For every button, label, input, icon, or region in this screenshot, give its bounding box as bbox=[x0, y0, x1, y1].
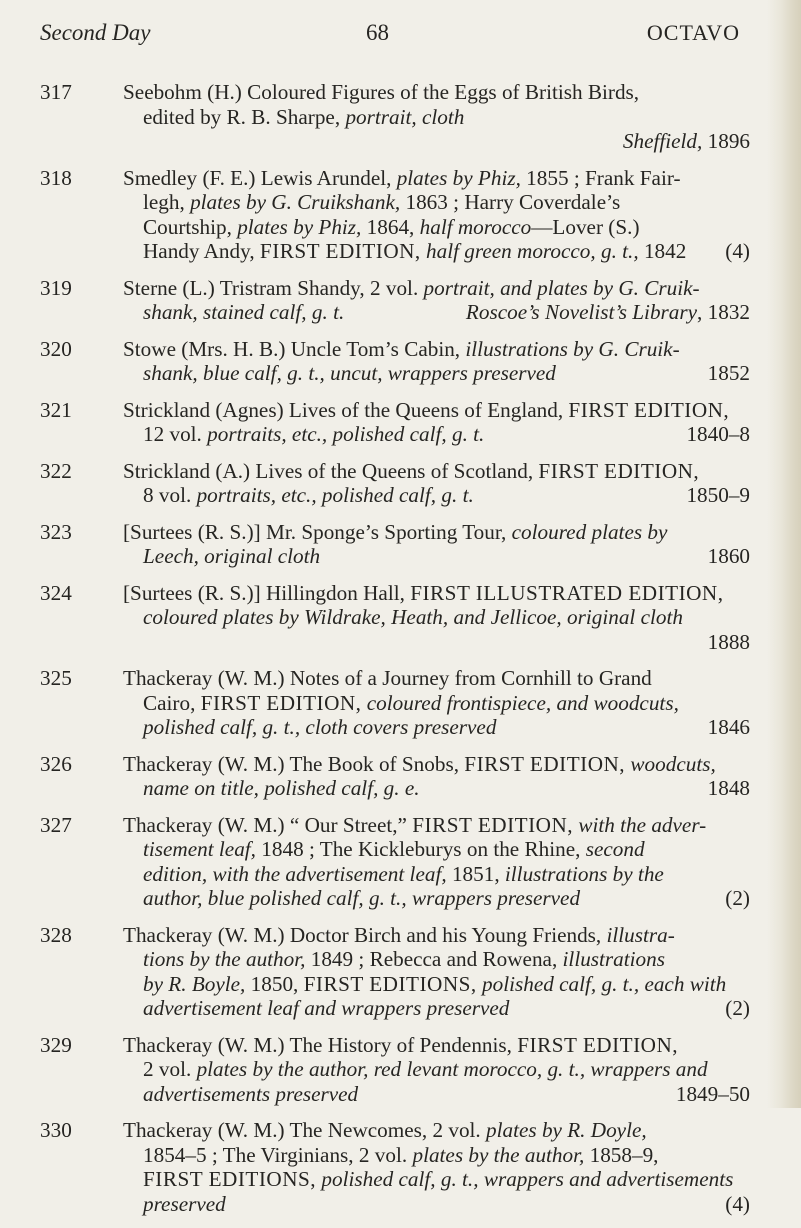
lot-last-line bbox=[123, 776, 750, 801]
lot-text-segment: 1850, bbox=[245, 971, 304, 996]
lot-entry bbox=[40, 813, 750, 911]
lot-text-segment: advertisement leaf and wrappers preserved bbox=[143, 996, 510, 1020]
lot-text-segment: tisement leaf, bbox=[143, 837, 256, 861]
lot-number: 317 bbox=[40, 80, 72, 104]
lot-number: 320 bbox=[40, 336, 72, 361]
lot-line bbox=[123, 923, 750, 948]
lot-description bbox=[123, 459, 750, 508]
lot-text-segment: Seebohm (H.) Coloured Figures of the Eggs of British Birds, bbox=[123, 80, 640, 104]
lot-text-segment: FIRST EDITION, bbox=[538, 458, 700, 483]
lot-text-segment: plates by Phiz, bbox=[396, 165, 521, 190]
lot-date-or-count: (4) bbox=[725, 239, 750, 263]
lot-text-segment: Thackeray (W. M.) “ Our Street,” bbox=[123, 812, 413, 837]
lot-text-segment: plates by R. Doyle, bbox=[486, 1118, 647, 1142]
lot-description bbox=[123, 398, 750, 447]
lot-text-segment: [Surtees (R. S.)] Hillingdon Hall, bbox=[123, 580, 411, 605]
lot-last-line bbox=[123, 886, 750, 911]
lot-text-segment: FIRST EDITIONS, bbox=[303, 971, 477, 996]
lot-text-segment: illustrations bbox=[562, 947, 665, 971]
lot-text-segment: half morocco bbox=[419, 214, 532, 239]
lot-description bbox=[123, 80, 750, 154]
lot-line bbox=[123, 691, 750, 716]
lot-text-segment: 2 vol. bbox=[143, 1057, 197, 1081]
lot-text-segment: 1855 ; Frank Fair- bbox=[520, 165, 681, 190]
page-edge bbox=[767, 0, 801, 1108]
lot-text-segment: portrait, cloth bbox=[345, 104, 465, 129]
lot-date-or-count: 1888 bbox=[707, 629, 750, 654]
lot-text-segment: advertisements preserved bbox=[143, 1081, 359, 1106]
lot-last-line bbox=[123, 422, 750, 447]
lot-text-segment: 1863 ; Harry Coverdale’s bbox=[400, 190, 621, 214]
lot-text-segment: Thackeray (W. M.) Doctor Birch and his Young Friends, bbox=[123, 922, 607, 947]
lot-entry bbox=[40, 752, 750, 801]
header-day: Second Day bbox=[40, 20, 151, 45]
lot-text-segment: author, blue polished calf, g. t., wrappers preserved bbox=[143, 886, 581, 910]
lot-entry bbox=[40, 398, 750, 447]
lot-text-segment: polished calf, g. t., wrappers and advertisements bbox=[321, 1167, 734, 1191]
lot-date-or-count: 1848 bbox=[707, 776, 750, 800]
lot-text-segment: coloured frontispiece, and woodcuts, bbox=[366, 690, 679, 715]
lot-text-segment: Sterne (L.) Tristram Shandy, 2 vol. bbox=[123, 275, 424, 300]
lot-number: 327 bbox=[40, 812, 72, 837]
lot-text-segment: FIRST ILLUSTRATED EDITION, bbox=[410, 580, 724, 605]
lot-text-segment: 1854–5 ; The Virginians, 2 vol. bbox=[143, 1142, 413, 1167]
lot-date-or-count: 1846 bbox=[707, 715, 750, 739]
lot-last-line bbox=[123, 630, 750, 655]
lot-text-segment: 1848 ; The Kickleburys on the Rhine, bbox=[255, 837, 586, 861]
lot-text-segment: coloured plates by Wildrake, Heath, and Jellicoe, original cloth bbox=[143, 605, 683, 629]
lot-text-segment: tions by the author, bbox=[143, 947, 306, 971]
lot-number: 326 bbox=[40, 751, 72, 776]
lot-text-segment: legh, bbox=[143, 190, 191, 214]
lot-text-segment: 1842 bbox=[638, 239, 687, 263]
lot-line bbox=[123, 947, 750, 972]
lot-text-segment: Strickland (Agnes) Lives of the Queens of England, bbox=[123, 397, 569, 422]
lot-text-segment: plates by the author, bbox=[412, 1142, 585, 1167]
lot-description bbox=[123, 581, 750, 655]
lot-text-segment: Thackeray (W. M.) The History of Pendennis, bbox=[123, 1032, 518, 1057]
lot-list bbox=[40, 80, 750, 1228]
lot-line bbox=[123, 837, 750, 862]
lot-last-line bbox=[123, 1192, 750, 1217]
lot-text-segment: name on title, polished calf, g. e. bbox=[143, 776, 420, 800]
lot-number: 319 bbox=[40, 275, 72, 300]
lot-description bbox=[123, 1118, 750, 1216]
lot-text-segment: [Surtees (R. S.)] Mr. Sponge’s Sporting Tour, bbox=[123, 519, 512, 544]
lot-date-or-count: 1849–50 bbox=[675, 1081, 750, 1106]
lot-entry bbox=[40, 80, 750, 154]
lot-text-segment: coloured plates by bbox=[511, 519, 668, 544]
lot-text-segment: Leech, original cloth bbox=[143, 544, 321, 568]
lot-entry bbox=[40, 923, 750, 1021]
lot-line bbox=[123, 1143, 750, 1168]
lot-line bbox=[123, 215, 750, 240]
lot-description bbox=[123, 276, 750, 325]
lot-text-segment: Cairo, bbox=[143, 690, 201, 715]
lot-text-segment: polished calf, g. t., cloth covers preserved bbox=[143, 715, 497, 739]
lot-description bbox=[123, 520, 750, 569]
lot-line bbox=[123, 1057, 750, 1082]
lot-number: 330 bbox=[40, 1118, 72, 1142]
lot-text-segment: woodcuts, bbox=[630, 751, 716, 776]
lot-number: 325 bbox=[40, 666, 72, 690]
lot-last-line bbox=[123, 300, 750, 325]
lot-text-segment: FIRST EDITION, bbox=[200, 690, 362, 715]
lot-number: 329 bbox=[40, 1032, 72, 1057]
lot-text-segment: 1864, bbox=[361, 214, 420, 239]
lot-line bbox=[123, 972, 750, 997]
lot-text-segment: Courtship, bbox=[143, 214, 238, 239]
lot-text-segment: 1849 ; Rebecca and Rowena, bbox=[305, 947, 563, 971]
lot-entry bbox=[40, 166, 750, 264]
lot-entry bbox=[40, 337, 750, 386]
lot-text-segment: plates by G. Cruikshank, bbox=[190, 190, 401, 214]
lot-last-line bbox=[123, 1082, 750, 1107]
lot-description bbox=[123, 666, 750, 740]
lot-entry bbox=[40, 666, 750, 740]
lot-line bbox=[123, 459, 750, 484]
lot-text-segment: shank, blue calf, g. t., uncut, wrappers preserved bbox=[143, 361, 556, 385]
lot-line bbox=[123, 1033, 750, 1058]
lot-text-segment: FIRST EDITION, bbox=[412, 812, 574, 837]
lot-line bbox=[123, 813, 750, 838]
lot-line bbox=[123, 1167, 750, 1192]
lot-last-line bbox=[123, 544, 750, 569]
lot-entry bbox=[40, 581, 750, 655]
header-format: OCTAVO bbox=[646, 20, 740, 45]
lot-date-or-count: (4) bbox=[725, 1191, 750, 1216]
lot-entry bbox=[40, 276, 750, 325]
lot-text-segment: portraits, etc., polished calf, g. t. bbox=[196, 483, 474, 507]
lot-last-line bbox=[123, 715, 750, 740]
lot-description bbox=[123, 166, 750, 264]
lot-text-segment: preserved bbox=[143, 1191, 226, 1216]
lot-line bbox=[123, 190, 750, 215]
lot-date-or-count: (2) bbox=[725, 996, 750, 1020]
lot-text-segment: plates by the author, red levant morocco, g. t., wrappers and bbox=[196, 1057, 708, 1081]
lot-line bbox=[123, 520, 750, 545]
lot-number: 318 bbox=[40, 165, 72, 190]
page-header bbox=[40, 20, 740, 48]
lot-text-segment: Strickland (A.) Lives of the Queens of Scotland, bbox=[123, 458, 539, 483]
lot-last-line bbox=[123, 239, 750, 264]
lot-text-segment: 1858–9, bbox=[584, 1142, 659, 1167]
lot-last-line bbox=[123, 129, 750, 154]
lot-text-segment: portraits, etc., polished calf, g. t. bbox=[207, 422, 485, 446]
lot-text-segment: Thackeray (W. M.) The Newcomes, 2 vol. bbox=[123, 1118, 487, 1142]
lot-number: 328 bbox=[40, 922, 72, 947]
lot-line bbox=[123, 80, 750, 105]
lot-description bbox=[123, 337, 750, 386]
lot-date-or-count: Sheffield, 1896 bbox=[622, 129, 750, 153]
lot-text-segment: shank, stained calf, g. t. bbox=[143, 300, 345, 324]
lot-line bbox=[123, 862, 750, 887]
lot-text-segment: illustra- bbox=[606, 922, 675, 947]
lot-line bbox=[123, 605, 750, 630]
lot-entry bbox=[40, 459, 750, 508]
lot-line bbox=[123, 166, 750, 191]
lot-text-segment: 1851, bbox=[446, 861, 505, 886]
lot-text-segment: Stowe (Mrs. H. B.) Uncle Tom’s Cabin, bbox=[123, 336, 466, 361]
lot-date-or-count: Roscoe’s Novelist’s Library, 1832 bbox=[465, 300, 750, 324]
lot-last-line bbox=[123, 361, 750, 386]
lot-number: 323 bbox=[40, 519, 72, 544]
lot-date-or-count: 1850–9 bbox=[686, 483, 750, 507]
page-number: 68 bbox=[366, 20, 389, 45]
lot-number: 324 bbox=[40, 580, 72, 605]
lot-text-segment: Thackeray (W. M.) The Book of Snobs, bbox=[123, 751, 465, 776]
lot-line bbox=[123, 581, 750, 606]
lot-text-segment: 12 vol. bbox=[143, 422, 208, 446]
lot-text-segment: second bbox=[585, 837, 645, 861]
lot-last-line bbox=[123, 483, 750, 508]
lot-text-segment: Thackeray (W. M.) Notes of a Journey from Cornhill to Grand bbox=[123, 666, 652, 690]
lot-text-segment: by R. Boyle, bbox=[143, 971, 246, 996]
lot-text-segment: FIRST EDITION, bbox=[517, 1032, 679, 1057]
lot-date-or-count: 1852 bbox=[707, 361, 750, 385]
lot-text-segment: FIRST EDITION, bbox=[464, 751, 626, 776]
lot-line bbox=[123, 398, 750, 423]
lot-entry bbox=[40, 1033, 750, 1107]
lot-text-segment: with the adver- bbox=[578, 812, 707, 837]
lot-text-segment: illustrations by G. Cruik- bbox=[465, 336, 680, 361]
lot-number: 321 bbox=[40, 397, 72, 422]
lot-description bbox=[123, 752, 750, 801]
lot-line bbox=[123, 105, 750, 130]
lot-text-segment: portrait, and plates by G. Cruik- bbox=[423, 275, 700, 300]
lot-description bbox=[123, 923, 750, 1021]
lot-description bbox=[123, 813, 750, 911]
lot-line bbox=[123, 1118, 750, 1143]
lot-text-segment: edition, with the advertisement leaf, bbox=[143, 861, 447, 886]
lot-date-or-count: 1840–8 bbox=[686, 422, 750, 446]
lot-text-segment: 8 vol. bbox=[143, 483, 197, 507]
lot-text-segment: half green morocco, g. t., bbox=[426, 239, 639, 263]
lot-text-segment: edited by R. B. Sharpe, bbox=[143, 104, 346, 129]
lot-entry bbox=[40, 520, 750, 569]
lot-text-segment: polished calf, g. t., each with bbox=[482, 971, 727, 996]
lot-text-segment: FIRST EDITIONS, bbox=[143, 1167, 317, 1191]
lot-text-segment: FIRST EDITION, bbox=[259, 239, 421, 263]
lot-line bbox=[123, 666, 750, 691]
lot-description bbox=[123, 1033, 750, 1107]
lot-text-segment: —Lover (S.) bbox=[531, 214, 640, 239]
lot-text-segment: Handy Andy, bbox=[143, 239, 260, 263]
lot-text-segment: FIRST EDITION, bbox=[568, 397, 730, 422]
lot-text-segment: illustrations by the bbox=[504, 861, 664, 886]
lot-line bbox=[123, 752, 750, 777]
lot-text-segment: plates by Phiz, bbox=[237, 214, 362, 239]
lot-number: 322 bbox=[40, 458, 72, 483]
lot-text-segment: Smedley (F. E.) Lewis Arundel, bbox=[123, 165, 397, 190]
lot-last-line bbox=[123, 996, 750, 1021]
lot-date-or-count: (2) bbox=[725, 886, 750, 910]
lot-entry bbox=[40, 1118, 750, 1216]
lot-date-or-count: 1860 bbox=[707, 544, 750, 568]
lot-line bbox=[123, 276, 750, 301]
lot-line bbox=[123, 337, 750, 362]
